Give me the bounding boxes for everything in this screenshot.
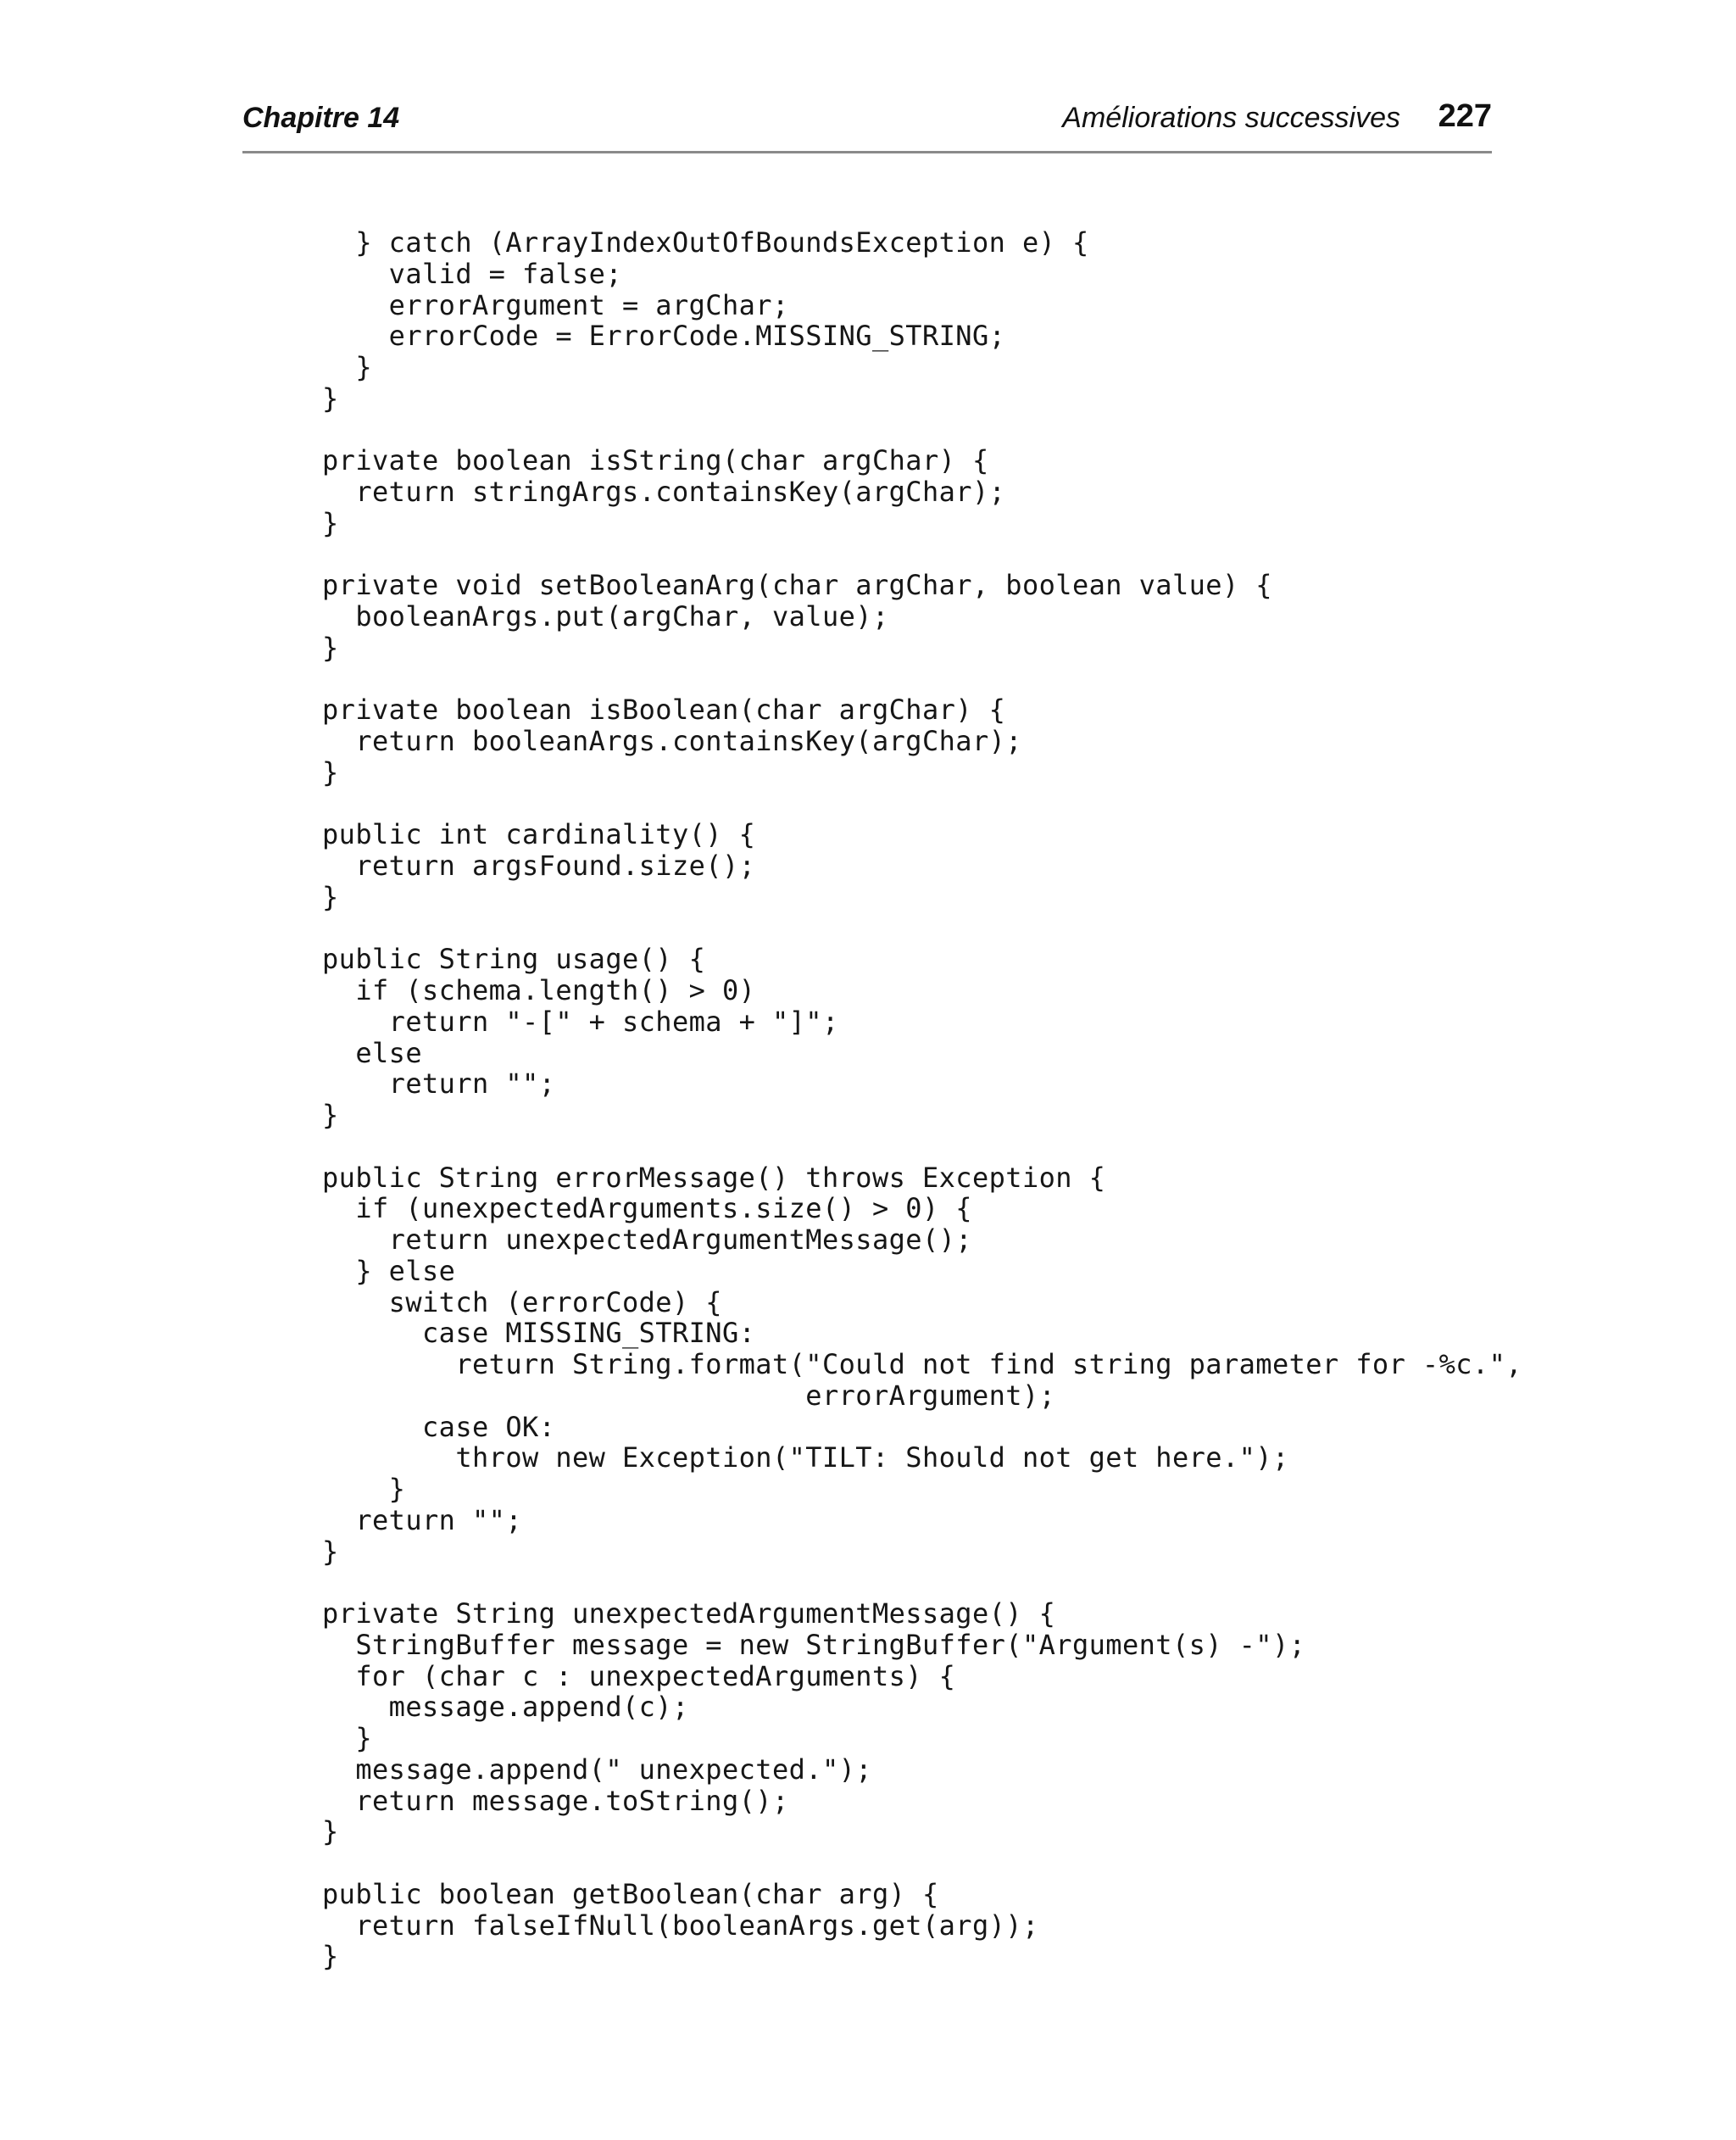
code-line: private boolean isBoolean(char argChar) { (322, 694, 1006, 727)
code-line (322, 664, 1522, 695)
code-line: private void setBooleanArg(char argChar, boolean value) { (322, 569, 1272, 602)
code-line: } (322, 1722, 372, 1754)
code-line: return ""; (322, 1067, 556, 1101)
code-line (322, 539, 1522, 571)
code-line: return booleanArgs.containsKey(argChar); (322, 725, 1022, 757)
code-line: return argsFound.size(); (322, 850, 756, 882)
code-line: } (322, 1815, 339, 1848)
code-line (322, 415, 1522, 446)
code-line: return String.format("Could not find string parameter for -%c.", (322, 1348, 1522, 1380)
code-line: } catch (ArrayIndexOutOfBoundsException e) { (322, 226, 1089, 259)
code-line (322, 1847, 1522, 1879)
code-line: errorCode = ErrorCode.MISSING_STRING; (322, 320, 1006, 353)
header-rule (242, 151, 1492, 153)
code-line: } (322, 1099, 339, 1131)
code-line: for (char c : unexpectedArguments) { (322, 1659, 956, 1692)
code-line: private String unexpectedArgumentMessage() { (322, 1597, 1056, 1630)
code-line: public String usage() { (322, 943, 706, 976)
section-title: Améliorations successives (1062, 102, 1400, 134)
code-line: StringBuffer message = new StringBuffer("Argument(s) -"); (322, 1628, 1306, 1661)
code-line: else (322, 1036, 422, 1069)
code-line: return stringArgs.containsKey(argChar); (322, 476, 1006, 508)
code-line: if (unexpectedArguments.size() > 0) { (322, 1192, 972, 1225)
code-line: return "-[" + schema + "]"; (322, 1005, 839, 1038)
code-line (322, 1567, 1522, 1598)
code-line: errorArgument); (322, 1379, 1056, 1412)
code-line: errorArgument = argChar; (322, 288, 789, 321)
code-line: } (322, 1473, 406, 1505)
code-line: } (322, 755, 339, 789)
code-line: } (322, 506, 339, 539)
page-number: 227 (1438, 98, 1492, 134)
code-line: return message.toString(); (322, 1784, 789, 1817)
code-line: valid = false; (322, 257, 622, 290)
code-line: case OK: (322, 1410, 556, 1443)
code-line: case MISSING_STRING: (322, 1317, 756, 1350)
code-line: return unexpectedArgumentMessage(); (322, 1223, 972, 1256)
code-line: } (322, 351, 372, 383)
code-line: } (322, 1535, 339, 1568)
code-line: return falseIfNull(booleanArgs.get(arg)); (322, 1909, 1039, 1942)
code-line (322, 1131, 1522, 1162)
code-line: public boolean getBoolean(char arg) { (322, 1877, 939, 1910)
code-line (322, 913, 1522, 945)
code-line: message.append(c); (322, 1691, 689, 1724)
code-listing (322, 227, 1522, 1972)
code-line: } (322, 1940, 339, 1973)
code-line (322, 789, 1522, 820)
code-line: switch (errorCode) { (322, 1285, 722, 1318)
code-line: private boolean isString(char argChar) { (322, 444, 989, 477)
code-line: } (322, 631, 339, 664)
code-line: throw new Exception("TILT: Should not get here."); (322, 1441, 1289, 1474)
code-line: message.append(" unexpected."); (322, 1753, 872, 1786)
code-line: public String errorMessage() throws Exception { (322, 1161, 1106, 1194)
code-line: } (322, 880, 339, 913)
code-line: if (schema.length() > 0) (322, 974, 756, 1006)
code-line: return ""; (322, 1503, 522, 1536)
code-line: } (322, 382, 339, 415)
code-line: booleanArgs.put(argChar, value); (322, 600, 889, 633)
code-line: public int cardinality() { (322, 818, 756, 851)
chapter-label: Chapitre 14 (242, 102, 400, 134)
running-header (242, 95, 1492, 146)
code-line: } else (322, 1254, 456, 1287)
